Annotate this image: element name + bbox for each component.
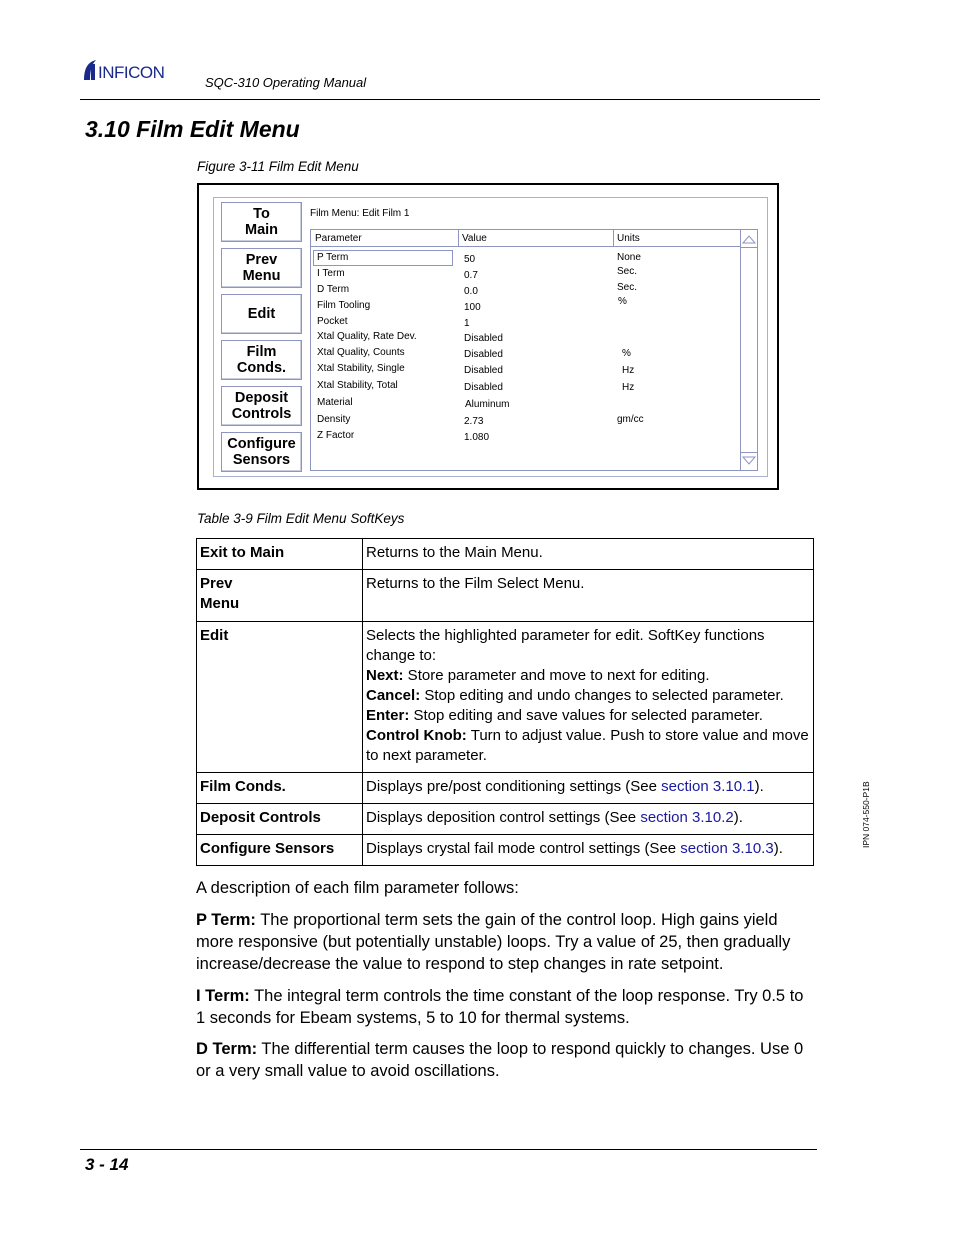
header-rule — [80, 99, 820, 100]
figure-caption: Figure 3-11 Film Edit Menu — [197, 159, 359, 174]
softkey-edit[interactable]: Edit — [221, 294, 302, 334]
softkey-name: Deposit Controls — [197, 804, 363, 835]
parameter-value: 50 — [464, 254, 476, 265]
parameter-unit: gm/cc — [617, 414, 644, 425]
edit-cancel: Cancel: Stop editing and undo changes to selected parameter. — [366, 687, 784, 704]
parameter-unit: % — [618, 296, 627, 307]
parameter-value: 100 — [464, 302, 481, 313]
parameter-name[interactable]: Material — [317, 397, 353, 408]
edit-enter: Enter: Stop editing and save values for selected parameter. — [366, 707, 763, 724]
parameter-unit: Sec. — [617, 266, 638, 277]
parameter-unit: Hz — [622, 365, 635, 376]
intro-paragraph: A description of each film parameter follows: — [196, 879, 519, 897]
softkey-description — [363, 622, 814, 773]
parameter-name[interactable]: Xtal Quality, Rate Dev. — [317, 331, 417, 342]
parameter-value: Disabled — [464, 333, 503, 344]
i-term-paragraph: I Term: The integral term controls the time constant of the loop response. Try 0.5 to 1 seconds for Ebeam systems, 5 to 10 for thermal systems. — [196, 987, 804, 1027]
parameter-value: Aluminum — [465, 399, 510, 410]
column-divider — [613, 230, 614, 247]
table-row — [197, 622, 814, 773]
edit-control-knob: Control Knob: Turn to adjust value. Push to store value and move to next parameter. — [366, 727, 809, 764]
parameter-name[interactable]: Xtal Stability, Single — [317, 363, 405, 374]
softkey-name: Edit — [197, 622, 363, 773]
parameter-unit: None — [617, 252, 641, 263]
menu-label: Film Menu: Edit Film 1 — [310, 208, 410, 219]
parameter-value: 0.0 — [464, 286, 478, 297]
softkey-deposit-controls[interactable]: Deposit Controls — [221, 386, 302, 426]
softkey-description: Returns to the Main Menu. — [363, 539, 814, 570]
section-link[interactable]: section 3.10.1 — [661, 778, 755, 795]
table-row — [197, 773, 814, 804]
page-number: 3 - 14 — [85, 1155, 129, 1174]
footer-rule — [80, 1149, 817, 1150]
softkey-film-conds[interactable]: Film Conds. — [221, 340, 302, 380]
parameter-name[interactable]: Density — [317, 414, 351, 425]
parameter-name[interactable]: I Term — [317, 268, 345, 279]
softkey-description: Displays crystal fail mode control settings (See section 3.10.3). — [363, 835, 814, 866]
parameter-value: 1.080 — [464, 432, 490, 443]
column-divider — [458, 230, 459, 247]
parameter-value: 1 — [464, 318, 470, 329]
parameter-name[interactable]: Pocket — [317, 316, 348, 327]
softkey-prev-menu[interactable]: Prev Menu — [221, 248, 302, 288]
parameter-value: Disabled — [464, 365, 503, 376]
parameter-name[interactable]: P Term — [317, 252, 349, 263]
softkey-configure-sensors[interactable]: Configure Sensors — [221, 432, 302, 472]
softkeys-table — [196, 538, 814, 866]
inficon-logo-mark — [82, 58, 197, 84]
table-row — [197, 804, 814, 835]
column-header-value: Value — [458, 230, 613, 247]
parameter-unit: Sec. — [617, 282, 638, 293]
table-row — [197, 835, 814, 866]
svg-text:INFICON: INFICON — [98, 63, 165, 82]
edit-next: Next: Store parameter and move to next for editing. — [366, 667, 710, 684]
column-header-units: Units — [613, 230, 741, 247]
softkey-to-main[interactable]: To Main — [221, 202, 302, 242]
parameter-name[interactable]: Xtal Stability, Total — [317, 380, 398, 391]
parameter-unit: Hz — [622, 382, 635, 393]
parameter-table — [310, 229, 758, 471]
section-title: 3.10 Film Edit Menu — [85, 116, 300, 142]
softkey-name: Exit to Main — [197, 539, 363, 570]
softkey-name: Film Conds. — [197, 773, 363, 804]
film-edit-menu-figure — [197, 183, 779, 490]
d-term-paragraph: D Term: The differential term causes the loop to respond quickly to changes. Use 0 or a very small value to avoid oscillations. — [196, 1040, 804, 1080]
softkey-description: Displays deposition control settings (See section 3.10.2). — [363, 804, 814, 835]
table-row — [197, 570, 814, 622]
scroll-down-icon — [743, 457, 755, 464]
softkey-name: Prev Menu — [197, 570, 363, 622]
device-screen — [213, 197, 768, 477]
scroll-up-icon — [743, 236, 755, 243]
manual-title: SQC-310 Operating Manual — [205, 75, 367, 90]
inficon-logo — [82, 58, 197, 84]
parameter-name[interactable]: Film Tooling — [317, 300, 371, 311]
softkey-description: Returns to the Film Select Menu. — [363, 570, 814, 622]
parameter-unit: % — [622, 348, 631, 359]
parameter-value: 2.73 — [464, 416, 484, 427]
table-caption: Table 3-9 Film Edit Menu SoftKeys — [197, 511, 405, 526]
document-ipn: IPN 074-550-P1B — [861, 781, 871, 848]
scrollbar-arrows — [741, 230, 757, 470]
softkey-description: Displays pre/post conditioning settings (See section 3.10.1). — [363, 773, 814, 804]
section-link[interactable]: section 3.10.3 — [680, 840, 774, 857]
parameter-value: Disabled — [464, 382, 503, 393]
parameter-value: 0.7 — [464, 270, 478, 281]
parameter-name[interactable]: D Term — [317, 284, 350, 295]
parameter-name[interactable]: Z Factor — [317, 430, 355, 441]
softkey-name: Configure Sensors — [197, 835, 363, 866]
edit-intro: Selects the highlighted parameter for edit. SoftKey functions change to: — [366, 627, 765, 664]
scrollbar[interactable] — [740, 230, 757, 470]
column-header-parameter: Parameter — [311, 230, 458, 247]
parameter-value: Disabled — [464, 349, 503, 360]
table-row — [197, 539, 814, 570]
p-term-paragraph: P Term: The proportional term sets the gain of the control loop. High gains yield more responsive (but potentially unstable) loops. Try a value of 25, then gradually increase/decrease the value to respond to step changes in rate setpoint. — [196, 911, 791, 973]
section-link[interactable]: section 3.10.2 — [640, 809, 734, 826]
parameter-name[interactable]: Xtal Quality, Counts — [317, 347, 405, 358]
